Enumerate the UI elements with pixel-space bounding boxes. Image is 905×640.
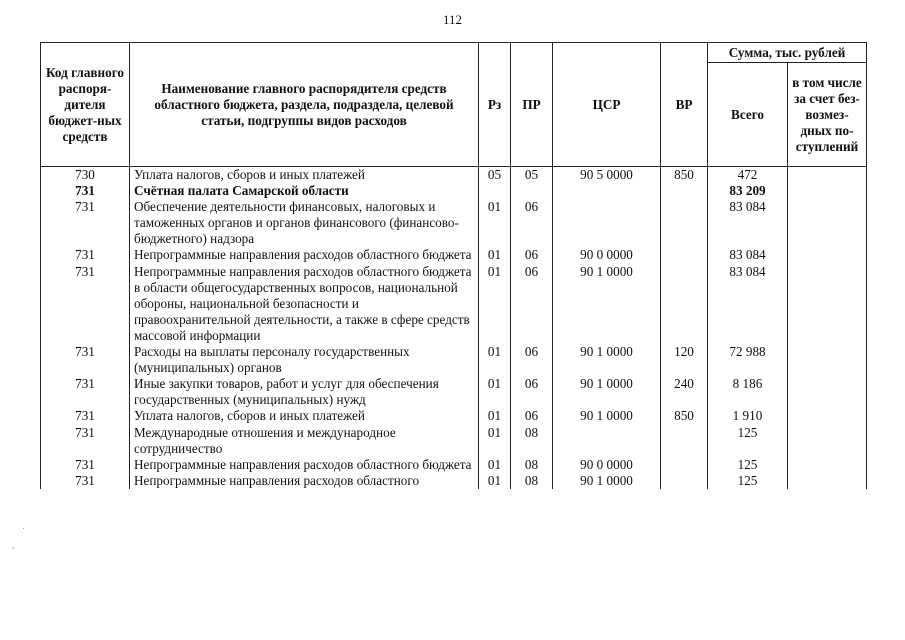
table-row [41, 199, 867, 247]
table-row [41, 376, 867, 408]
cell-name: Обеспечение деятельности финансовых, налоговых и таможенных органов и органов финансового (финансово-бюджетного) надзора [130, 199, 479, 247]
cell-csr [553, 425, 661, 457]
cell-total: 83 209 [708, 183, 788, 199]
cell-gratuitous [788, 425, 867, 457]
cell-rz [479, 183, 511, 199]
cell-gratuitous [788, 264, 867, 344]
cell-gratuitous [788, 473, 867, 489]
cell-gratuitous [788, 457, 867, 473]
cell-total: 83 084 [708, 199, 788, 247]
cell-csr [553, 199, 661, 247]
header-code: Код главного распоря-дителя бюджет-ных средств [41, 43, 130, 167]
cell-total: 125 [708, 425, 788, 457]
cell-code: 731 [41, 344, 130, 376]
cell-total: 72 988 [708, 344, 788, 376]
cell-pr: 08 [511, 425, 553, 457]
header-pr: ПР [511, 43, 553, 167]
cell-pr: 05 [511, 167, 553, 184]
cell-rz: 01 [479, 408, 511, 424]
cell-code: 731 [41, 408, 130, 424]
cell-csr: 90 1 0000 [553, 376, 661, 408]
cell-csr: 90 1 0000 [553, 264, 661, 344]
table-row [41, 457, 867, 473]
cell-gratuitous [788, 247, 867, 263]
cell-vr [661, 264, 708, 344]
cell-rz: 01 [479, 457, 511, 473]
cell-vr [661, 247, 708, 263]
cell-rz: 01 [479, 247, 511, 263]
cell-gratuitous [788, 376, 867, 408]
cell-csr: 90 1 0000 [553, 344, 661, 376]
cell-vr: 120 [661, 344, 708, 376]
cell-gratuitous [788, 183, 867, 199]
cell-code: 731 [41, 425, 130, 457]
cell-pr [511, 183, 553, 199]
budget-table [40, 42, 867, 489]
cell-gratuitous [788, 167, 867, 184]
header-csr: ЦСР [553, 43, 661, 167]
table-body [41, 167, 867, 489]
cell-total: 83 084 [708, 264, 788, 344]
cell-pr: 06 [511, 264, 553, 344]
cell-code: 731 [41, 376, 130, 408]
scan-speck: , [12, 540, 15, 551]
cell-vr: 850 [661, 167, 708, 184]
cell-name: Непрограммные направления расходов областного бюджета в области общегосударственных вопросов, национальной обороны, национальной безопасности и правоохранительной деятельности, а также в сфере средств массовой информации [130, 264, 479, 344]
cell-code: 731 [41, 183, 130, 199]
table-row [41, 408, 867, 424]
cell-code: 731 [41, 473, 130, 489]
cell-rz: 01 [479, 425, 511, 457]
cell-total: 1 910 [708, 408, 788, 424]
cell-pr: 06 [511, 408, 553, 424]
cell-name: Уплата налогов, сборов и иных платежей [130, 167, 479, 184]
cell-total: 472 [708, 167, 788, 184]
header-vr: ВР [661, 43, 708, 167]
cell-pr: 06 [511, 344, 553, 376]
cell-vr [661, 457, 708, 473]
cell-code: 731 [41, 247, 130, 263]
cell-gratuitous [788, 199, 867, 247]
cell-pr: 06 [511, 199, 553, 247]
table-row [41, 264, 867, 344]
cell-rz: 01 [479, 344, 511, 376]
cell-code: 731 [41, 264, 130, 344]
cell-pr: 08 [511, 457, 553, 473]
cell-csr: 90 0 0000 [553, 457, 661, 473]
cell-name: Расходы на выплаты персоналу государственных (муниципальных) органов [130, 344, 479, 376]
cell-vr: 850 [661, 408, 708, 424]
cell-pr: 08 [511, 473, 553, 489]
cell-gratuitous [788, 344, 867, 376]
cell-gratuitous [788, 408, 867, 424]
cell-vr [661, 199, 708, 247]
cell-vr [661, 425, 708, 457]
cell-name: Иные закупки товаров, работ и услуг для обеспечения государственных (муниципальных) нужд [130, 376, 479, 408]
cell-total: 125 [708, 473, 788, 489]
cell-code: 731 [41, 199, 130, 247]
page-number: 112 [442, 12, 463, 27]
header-sum-group: Сумма, тыс. рублей [708, 43, 867, 63]
cell-total: 125 [708, 457, 788, 473]
cell-vr: 240 [661, 376, 708, 408]
cell-code: 730 [41, 167, 130, 184]
cell-total: 8 186 [708, 376, 788, 408]
table-row [41, 425, 867, 457]
cell-pr: 06 [511, 247, 553, 263]
cell-pr: 06 [511, 376, 553, 408]
table-row [41, 183, 867, 199]
cell-name: Международные отношения и международное сотрудничество [130, 425, 479, 457]
cell-rz: 01 [479, 199, 511, 247]
cell-csr [553, 183, 661, 199]
cell-csr: 90 1 0000 [553, 473, 661, 489]
cell-name: Счётная палата Самарской области [130, 183, 479, 199]
table-row [41, 167, 867, 184]
cell-vr [661, 473, 708, 489]
cell-rz: 01 [479, 376, 511, 408]
cell-vr [661, 183, 708, 199]
cell-code: 731 [41, 457, 130, 473]
cell-rz: 05 [479, 167, 511, 184]
cell-rz: 01 [479, 473, 511, 489]
header-rz: Рз [479, 43, 511, 167]
cell-name: Непрограммные направления расходов областного [130, 473, 479, 489]
cell-csr: 90 0 0000 [553, 247, 661, 263]
cell-rz: 01 [479, 264, 511, 344]
cell-name: Непрограммные направления расходов областного бюджета [130, 247, 479, 263]
table-row [41, 473, 867, 489]
header-gratuitous: в том числе за счет без-возмез-дных по-ступлений [788, 63, 867, 167]
cell-name: Непрограммные направления расходов областного бюджета [130, 457, 479, 473]
cell-total: 83 084 [708, 247, 788, 263]
header-total: Всего [708, 63, 788, 167]
cell-csr: 90 1 0000 [553, 408, 661, 424]
table-row [41, 247, 867, 263]
cell-csr: 90 5 0000 [553, 167, 661, 184]
header-name: Наименование главного распорядителя средств областного бюджета, раздела, подраздела, целевой статьи, подгруппы видов расходов [130, 43, 479, 167]
table-row [41, 344, 867, 376]
scan-speck: · [22, 524, 26, 535]
cell-name: Уплата налогов, сборов и иных платежей [130, 408, 479, 424]
table-header [41, 43, 867, 167]
